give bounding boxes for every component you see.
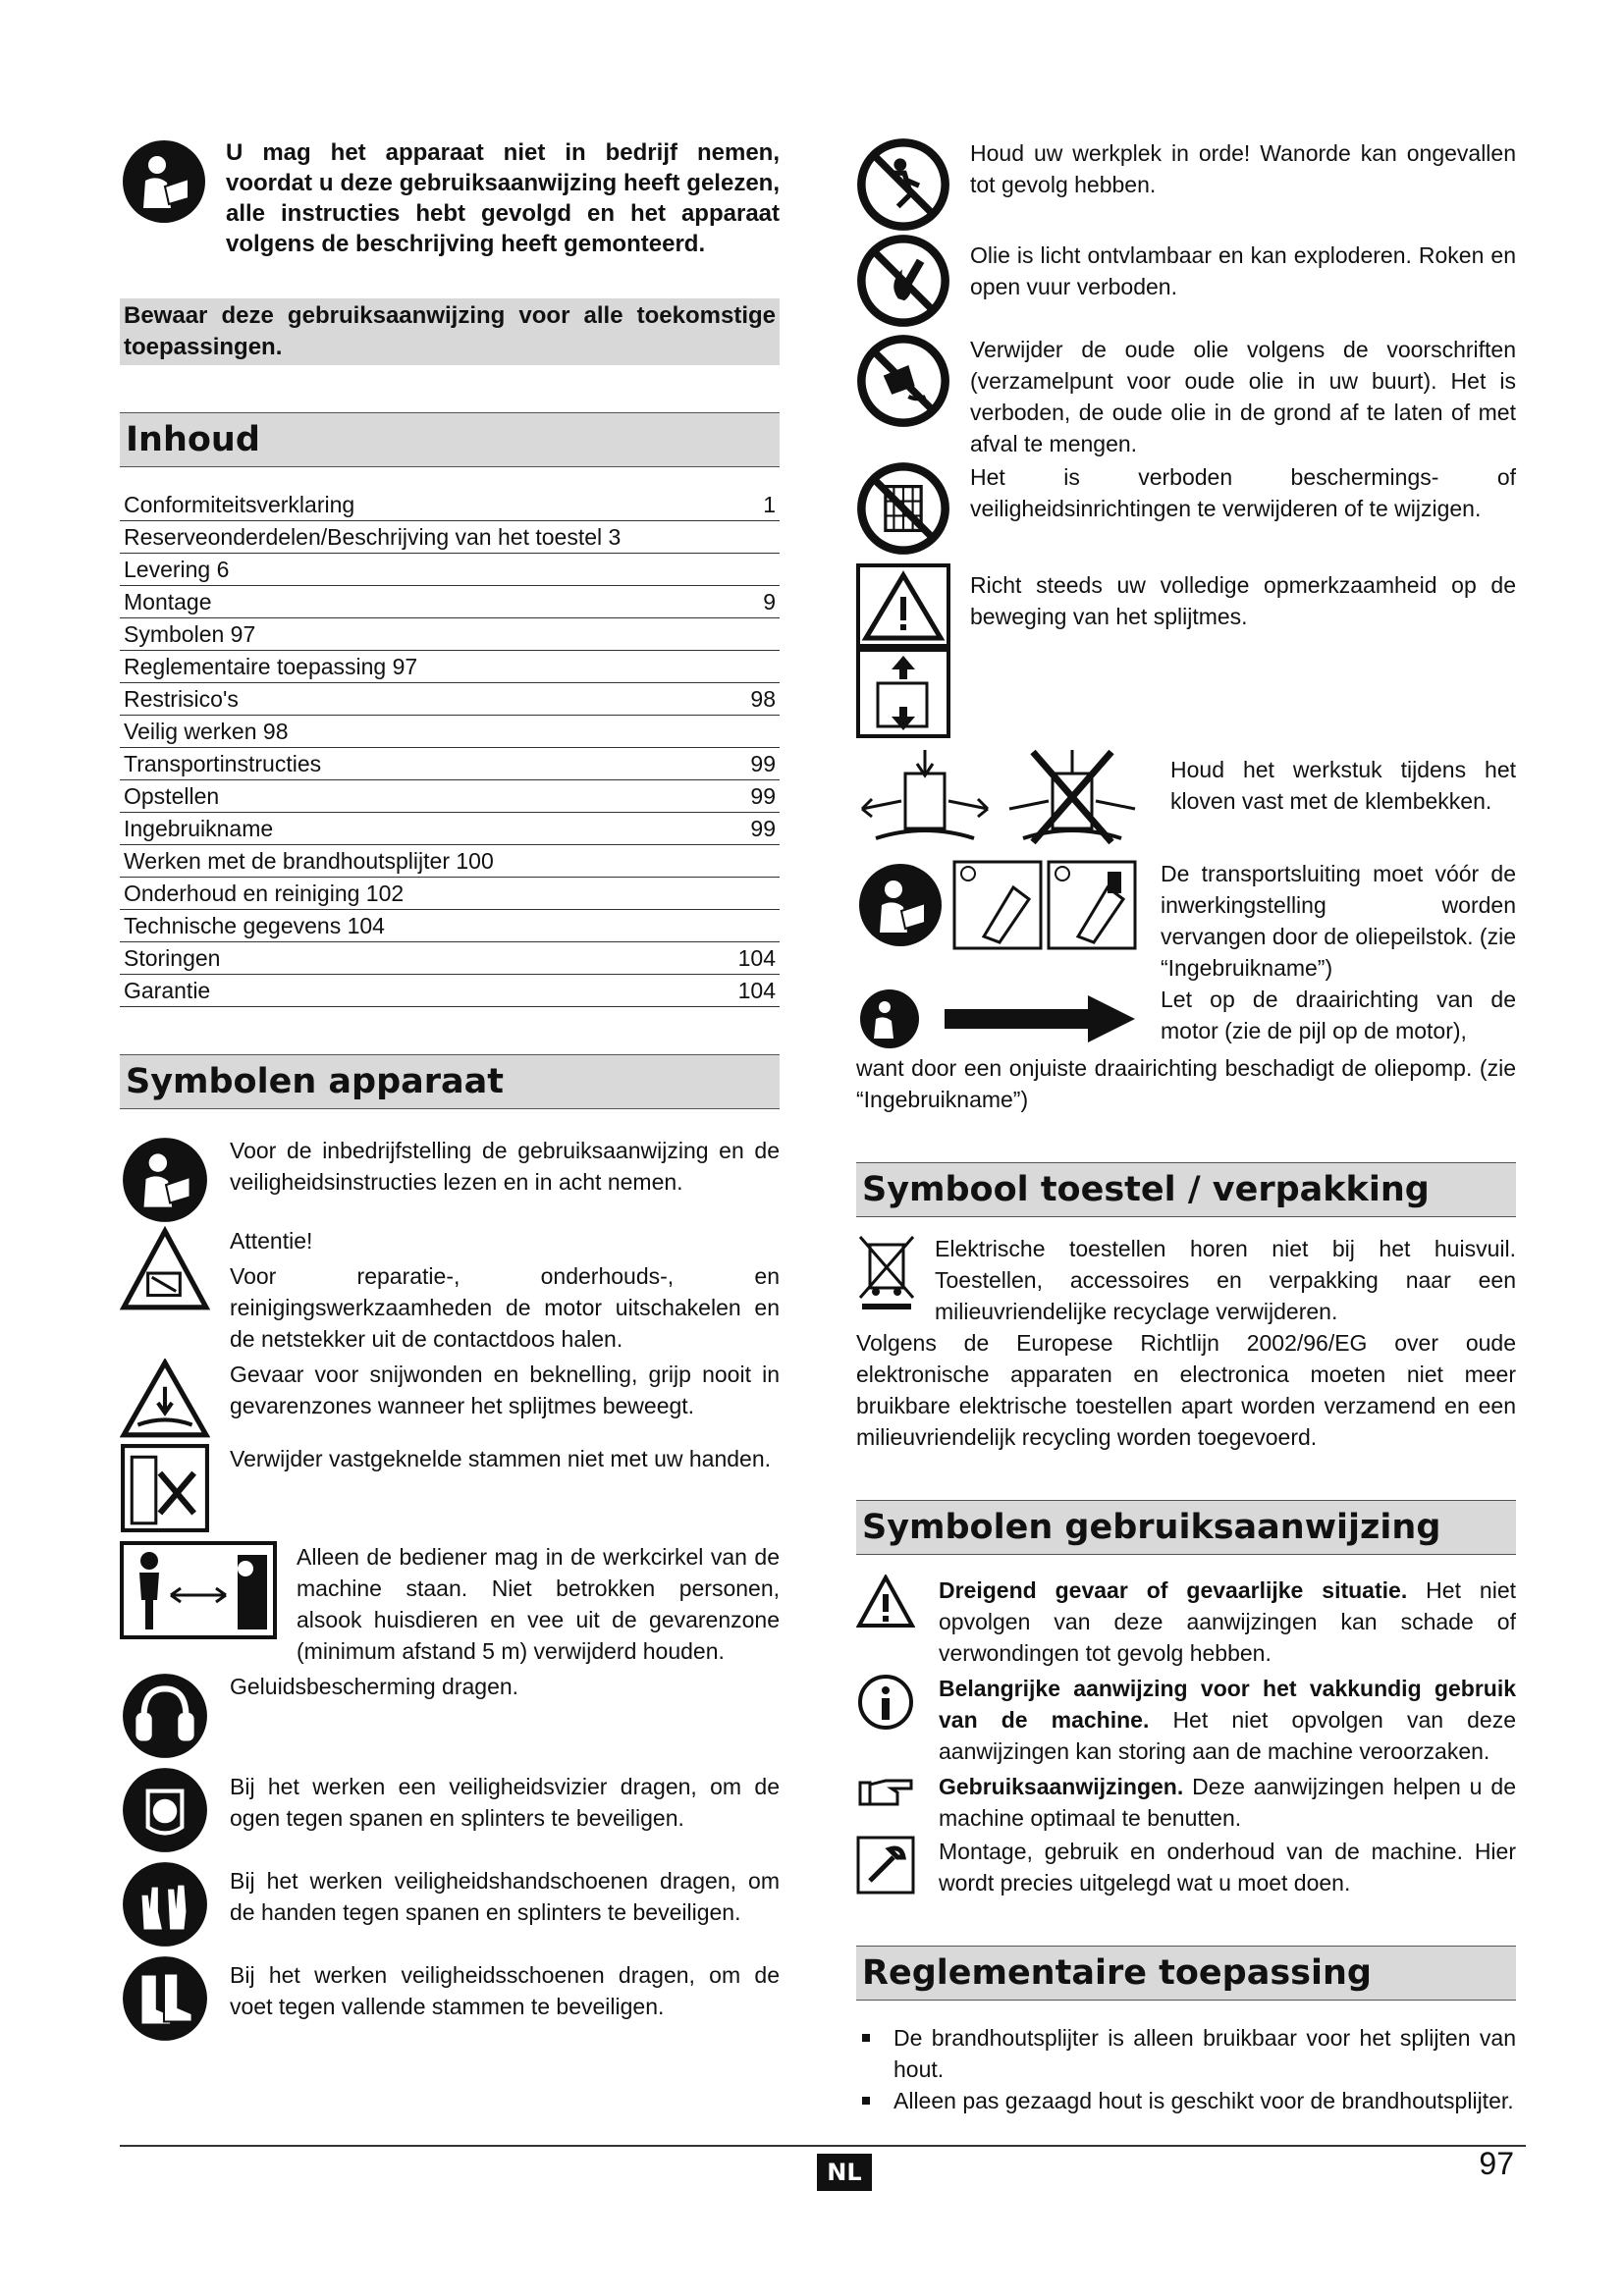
splitting-blade-warning-icon xyxy=(856,563,950,740)
symbol-row: Verwijder vastgeknelde stammen niet met uw handen. xyxy=(120,1443,780,1533)
right-column: Houd uw werkplek in orde! Wanorde kan ongevallen tot gevolg hebben. Olie is licht ontvlambaar en kan exploderen. Roken en open vuur verboden. Verwijder de oude olie volgens de voorschriften (verzamelpunt voor oude olie in uw buurt). Het is verboden, de oude olie in de grond af te laten of met afval te mengen. Het is verboden beschermings- of veiligheidsinrichtingen te verwijderen of te wijzigen. Richt steeds uw volledige opmerkzaamheid op de beweging van het splijtmes. Houd het werkstuk tijdens het kloven vast met de klembekken. De transportsluiting moet vóór de inwerkingstelling worden vervangen door de oliepeilstok. (zie “Ingebruikname”) Let op de draairichting van de motor (zie de pijl op de motor), want door een onjuiste draairichting beschadigt de oliepomp. (zie “Ingebruikname”) Symbool toestel / verpakking Elektrische toestellen horen niet bij het huisvuil. Toestellen, accessoires en verpakking naar een milieuvriendelijke recyclage verwijderen. Volgens de Europese Richtlijn 2002/96/EG over oude elektronische apparaten en electronica moeten niet meer bruikbare elektrische toestellen apart worden verzamend en een milieuvriendelijk recycling worden toegevoerd. Symbolen gebruiksaanwijzing Dreigend gevaar of gevaarlijke situatie. Het niet opvolgen van deze aanwijzingen kan schade of verwondingen tot gevolg hebben. Belangrijke aanwijzing voor het vakkundig gebruik van de machine. Het niet opvolgen van deze aanwijzingen kan storing aan de machine veroorzaken. Gebruiksaanwijzingen. Deze aanwijzingen helpen u de machine optimaal te benutten. Montage, gebruik en onderhoud van de machine. Hier wordt precies uitgelegd wat u moet doen. Reglementaire toepassing De brandhoutsplijter is alleen bruikbaar voor het splijten van hout. Alleen pas gezaagd hout is geschikt voor de brandhoutsplijter. xyxy=(856,137,1516,2116)
wrench-icon xyxy=(856,1836,915,1895)
symbol-row: Bij het werken veiligheidsschoenen dragen, om de voet tegen vallende stammen te beveiligen. xyxy=(120,1953,780,2044)
symbol-row: Belangrijke aanwijzing voor het vakkundig gebruik van de machine. Het niet opvolgen van deze aanwijzingen kan storing aan de machine veroorzaken. xyxy=(856,1673,1516,1767)
symbol-row: Bij het werken veiligheidshandschoenen dragen, om de handen tegen spanen en splinters te beveiligen. xyxy=(120,1859,780,1949)
symbol-row: Gevaar voor snijwonden en beknelling, grijp nooit in gevarenzones wanneer het splijtmes beweegt. xyxy=(120,1359,780,1439)
operator-only-icon xyxy=(120,1541,277,1639)
symbol-row: Attentie! Voor reparatie-, onderhouds-, en reinigingswerkzaamheden de motor uitschakelen en de netstekker uit de contactdoos halen. xyxy=(120,1225,780,1355)
symbol-row: Olie is licht ontvlambaar en kan exploderen. Roken en open vuur verboden. xyxy=(856,234,1516,328)
intended-use-list xyxy=(856,2022,1516,2116)
cutting-hazard-icon xyxy=(120,1359,210,1439)
toc-item: Reglementaire toepassing 97 xyxy=(120,651,780,683)
face-shield-icon xyxy=(120,1765,210,1855)
read-manual-icon xyxy=(120,137,208,226)
no-disorder-icon xyxy=(856,137,950,232)
intended-use-title: Reglementaire toepassing xyxy=(856,1946,1516,2001)
language-badge: NL xyxy=(817,2154,872,2191)
symbol-row: Alleen de bediener mag in de werkcirkel van de machine staan. Niet betrokken personen, alsook huisdieren en vee uit de gevarenzone (minimum afstand 5 m) verwijderd houden. xyxy=(120,1541,780,1667)
symbols-manual-title: Symbolen gebruiksaanwijzing xyxy=(856,1500,1516,1555)
toc-item: Garantie 104 xyxy=(120,975,780,1007)
toc-item: Technische gegevens 104 xyxy=(120,910,780,942)
symbol-packaging-title: Symbool toestel / verpakking xyxy=(856,1162,1516,1217)
gloves-icon xyxy=(120,1859,210,1949)
toc-list xyxy=(120,489,780,1007)
symbol-row: Houd het werkstuk tijdens het kloven vast met de klembekken. xyxy=(856,744,1516,852)
toc-item: Transportinstructies 99 xyxy=(120,748,780,780)
symbol-row: Verwijder de oude olie volgens de voorschriften (verzamelpunt voor oude olie in uw buurt). Het is verboden, de oude olie in de grond af te laten of met afval te mengen. xyxy=(856,334,1516,459)
toc-item: Conformiteitsverklaring 1 xyxy=(120,489,780,521)
left-column xyxy=(120,137,780,2044)
symbol-row: Bij het werken een veiligheidsvizier dragen, om de ogen tegen spanen en splinters te beveiligen. xyxy=(120,1765,780,1855)
toc-item: Levering 6 xyxy=(120,554,780,586)
weee-bin-icon xyxy=(856,1233,917,1311)
clamp-jaws-icon xyxy=(856,744,1151,852)
symbol-row: Elektrische toestellen horen niet bij het huisvuil. Toestellen, accessoires en verpakking naar een milieuvriendelijke recyclage verwijderen. xyxy=(856,1233,1516,1327)
safety-boots-icon xyxy=(120,1953,210,2044)
no-smoking-fire-icon xyxy=(856,234,950,328)
toc-item: Onderhoud en reiniging 102 xyxy=(120,878,780,910)
list-item: De brandhoutsplijter is alleen bruikbaar voor het splijten van hout. xyxy=(856,2022,1516,2085)
symbol-row: Voor de inbedrijfstelling de gebruiksaanwijzing en de veiligheidsinstructies lezen en in acht nemen. xyxy=(120,1135,780,1225)
symbol-row: Let op de draairichting van de motor (zie de pijl op de motor), xyxy=(856,984,1516,1052)
symbol-row: Richt steeds uw volledige opmerkzaamheid op de beweging van het splijtmes. xyxy=(856,563,1516,740)
symbol-row: Montage, gebruik en onderhoud van de machine. Hier wordt precies uitgelegd wat u moet doen. xyxy=(856,1836,1516,1898)
danger-triangle-icon xyxy=(856,1575,915,1629)
oil-dipstick-icon xyxy=(856,858,1141,952)
intro-warning xyxy=(120,137,780,259)
footer-divider xyxy=(120,2145,1526,2147)
symbol-row: Houd uw werkplek in orde! Wanorde kan ongevallen tot gevolg hebben. xyxy=(856,137,1516,232)
toc-item: Symbolen 97 xyxy=(120,618,780,651)
read-manual-icon xyxy=(120,1135,210,1225)
toc-item: Montage 9 xyxy=(120,586,780,618)
symbol-row: Geluidsbescherming dragen. xyxy=(120,1671,780,1761)
pointing-hand-icon xyxy=(856,1771,915,1810)
ear-protection-icon xyxy=(120,1671,210,1761)
page-number: 97 xyxy=(1479,2146,1514,2181)
symbol-row: Het is verboden beschermings- of veiligheidsinrichtingen te verwijderen of te wijzigen. xyxy=(856,461,1516,556)
info-icon xyxy=(856,1673,915,1732)
toc-item: Ingebruikname 99 xyxy=(120,813,780,845)
toc-item: Veilig werken 98 xyxy=(120,716,780,748)
toc-item: Reserveonderdelen/Beschrijving van het toestel 3 xyxy=(120,521,780,554)
keep-manual-note: Bewaar deze gebruiksaanwijzing voor alle toekomstige toepassingen. xyxy=(120,298,780,365)
rotation-direction-icon xyxy=(856,984,1141,1052)
symbol-row: Gebruiksaanwijzingen. Deze aanwijzingen helpen u de machine optimaal te benutten. xyxy=(856,1771,1516,1834)
symbol-row: Dreigend gevaar of gevaarlijke situatie. Het niet opvolgen van deze aanwijzingen kan schade of verwondingen tot gevolg hebben. xyxy=(856,1575,1516,1669)
symbol-row: De transportsluiting moet vóór de inwerkingstelling worden vervangen door de oliepeilstok. (zie “Ingebruikname”) xyxy=(856,858,1516,984)
toc-item: Storingen 104 xyxy=(120,942,780,975)
no-hands-log-icon xyxy=(120,1443,210,1533)
no-oil-dumping-icon xyxy=(856,334,950,428)
toc-title: Inhoud xyxy=(120,412,780,467)
toc-item: Werken met de brandhoutsplijter 100 xyxy=(120,845,780,878)
warning-unplug-icon xyxy=(120,1225,210,1315)
symbols-device-title: Symbolen apparaat xyxy=(120,1054,780,1109)
list-item: Alleen pas gezaagd hout is geschikt voor de brandhoutsplijter. xyxy=(856,2085,1516,2116)
intro-warning-text: U mag het apparaat niet in bedrijf nemen, voordat u deze gebruiksaanwijzing heeft gelezen, alle instructies hebt gevolgd en het apparaat volgens de beschrijving heeft gemonteerd. xyxy=(226,139,780,257)
toc-item: Opstellen 99 xyxy=(120,780,780,813)
no-guard-removal-icon xyxy=(856,461,950,556)
toc-item: Restrisico's 98 xyxy=(120,683,780,716)
